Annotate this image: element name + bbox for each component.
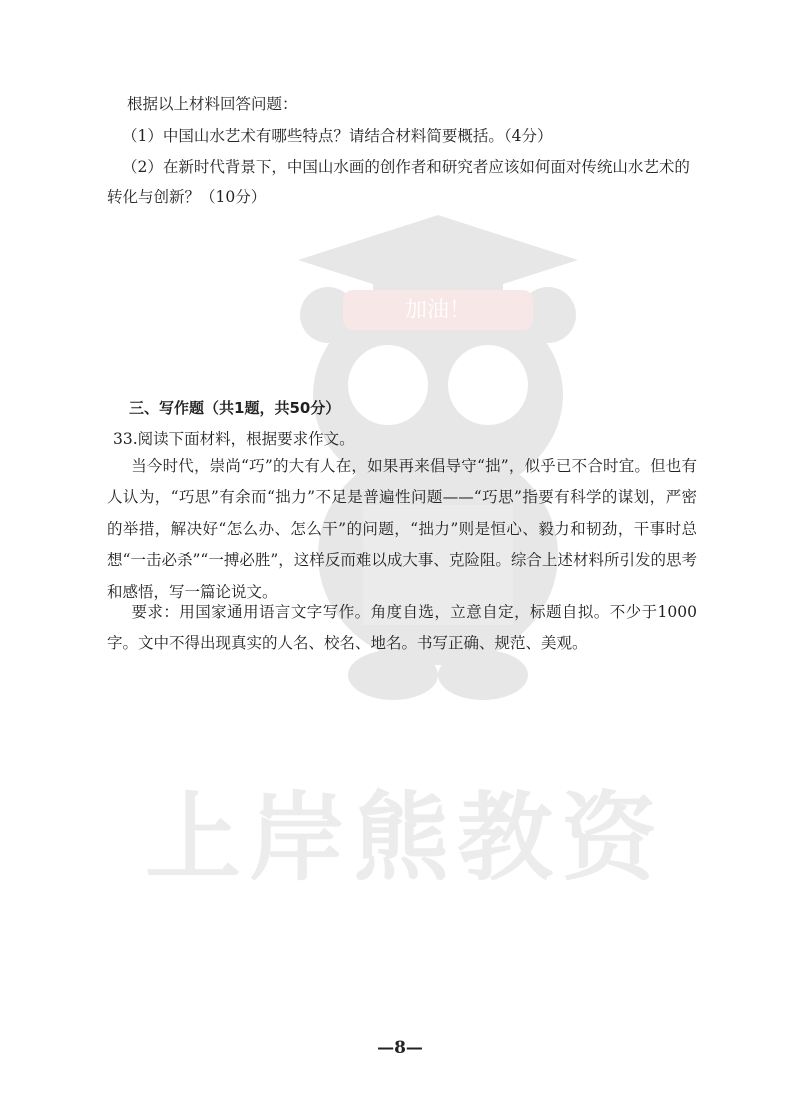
requirement-paragraph xyxy=(107,597,697,660)
watermark-banner-text: 加油！ xyxy=(404,298,472,323)
questions-intro: 根据以上材料回答问题： xyxy=(127,95,298,113)
question-2-line-2: 转化与创新？（10分） xyxy=(107,188,267,206)
question-2-line-1: （2）在新时代背景下，中国山水画的创作者和研究者应该如何面对传统山水艺术的 xyxy=(122,158,690,176)
material-text: 当今时代，崇尚“巧”的大有人在，如果再来倡导守“拙”，似乎已不合时宜。但也有人认为，“巧思”有余而“拙力”不足是普遍性问题——“巧思”指要有科学的谋划，严密的举措，解决好“怎么办、怎么干”的问题，“拙力”则是恒心、毅力和韧劲，干事时总想“一击必杀”“一搏必胜”，这样反而难以成大事、克险阻。综合上述材料所引发的思考和感悟，写一篇论说文。 xyxy=(107,457,697,601)
requirement-text: 要求：用国家通用语言文字写作。角度自选，立意自定，标题自拟。不少于1000字。文中不得出现真实的人名、校名、地名。书写正确、规范、美观。 xyxy=(107,603,697,653)
section-heading: 三、写作题（共1题，共50分） xyxy=(129,399,341,417)
page-number: —8— xyxy=(377,1038,423,1058)
question-1: （1）中国山水艺术有哪些特点？请结合材料简要概括。（4分） xyxy=(122,127,553,145)
question-33: 33.阅读下面材料，根据要求作文。 xyxy=(113,430,355,448)
watermark-text: 上岸熊教资 xyxy=(145,782,665,894)
material-paragraph xyxy=(107,451,697,608)
